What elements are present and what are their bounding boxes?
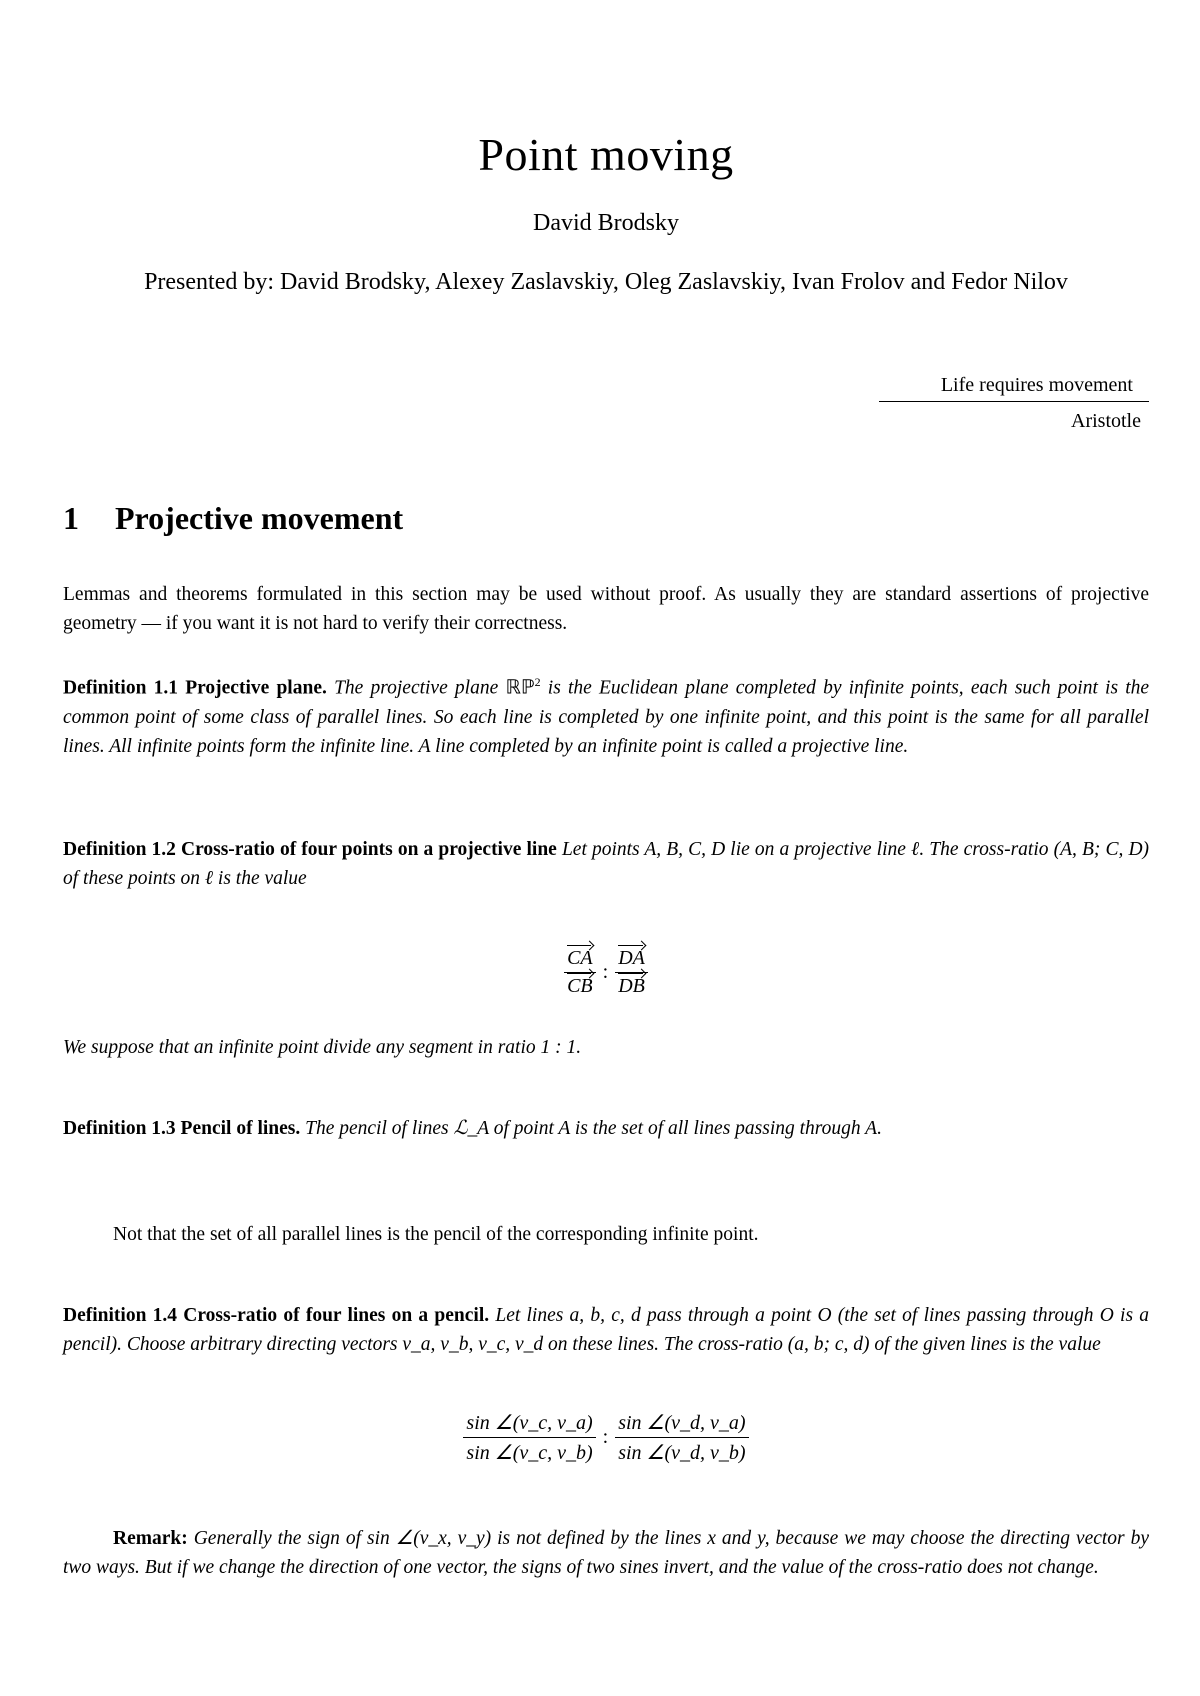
- remark-label: Remark:: [113, 1528, 188, 1549]
- section-heading: [63, 500, 403, 537]
- remark-text: Generally the sign of sin ∠(v_x, v_y) is not defined by the lines x and y, because we may choose the directing vector by two ways. But if we change the direction of one vector, the signs of two sines invert, and the value of the cross-ratio does not change.: [63, 1528, 1150, 1578]
- rp-exponent: 2: [534, 675, 541, 689]
- definition-text: The projective plane: [334, 677, 499, 699]
- fraction: [564, 947, 596, 998]
- vector-db: DB: [618, 975, 645, 997]
- epigraph-quote: Life requires movement: [879, 374, 1149, 402]
- definition-label: Definition 1.4: [63, 1305, 178, 1326]
- definition-text: Let lines a, b, c, d pass through a point O (the set of lines passing through O is a pencil). Choose arbitrary directing vectors v_a, v_b, v_c, v_d on these lines. The cross-ratio (a, b; c, d) of the given lines is the value: [63, 1305, 1150, 1355]
- denominator: sin ∠(v_d, v_b): [618, 1442, 746, 1464]
- author-name: David Brodsky: [533, 210, 679, 236]
- fraction: [463, 1410, 595, 1465]
- denominator: sin ∠(v_c, v_b): [466, 1442, 593, 1464]
- fraction: [615, 1410, 748, 1465]
- definition-title: Cross-ratio of four lines on a pencil.: [183, 1305, 490, 1326]
- presented-by: Presented by: David Brodsky, Alexey Zaslavskiy, Oleg Zaslavskiy, Ivan Frolov and Fedor Nilov: [144, 269, 1068, 295]
- ratio-separator: :: [602, 1426, 609, 1448]
- epigraph: [879, 374, 1149, 433]
- fraction: [615, 947, 648, 998]
- pencil-note: Not that the set of all parallel lines is the pencil of the corresponding infinite point.: [113, 1224, 759, 1245]
- vector-cb: CB: [567, 975, 593, 997]
- remark: [63, 1524, 1149, 1582]
- rp-symbol: ℝℙ: [505, 677, 535, 699]
- numerator: sin ∠(v_c, v_a): [463, 1410, 595, 1438]
- definition-label: Definition 1.1: [63, 677, 178, 699]
- epigraph-attribution: Aristotle: [1071, 410, 1141, 432]
- intro-paragraph: Lemmas and theorems formulated in this section may be used without proof. As usually they are standard assertions of projective geometry — if you want it is not hard to verify their correctness.: [63, 584, 1149, 634]
- numerator: sin ∠(v_d, v_a): [615, 1410, 748, 1438]
- definition-label: Definition 1.3: [63, 1118, 176, 1139]
- section-number: 1: [63, 500, 79, 536]
- ratio-separator: :: [602, 961, 609, 983]
- cross-ratio-points-formula: [63, 947, 1149, 998]
- definition-label: Definition 1.2: [63, 839, 176, 860]
- definition-title: Projective plane.: [185, 677, 327, 699]
- section-title: Projective movement: [115, 500, 404, 536]
- definition-title: Cross-ratio of four points on a projective line: [181, 839, 557, 860]
- cross-ratio-lines-formula: [63, 1410, 1149, 1465]
- definition-text: Let points A, B, C, D lie on a projective line ℓ. The cross-ratio (A, B; C, D) of these points on ℓ is the value: [63, 839, 1150, 889]
- definition-text: The pencil of lines ℒ_A of point A is the set of all lines passing through A.: [305, 1118, 882, 1139]
- definition-1-1: [63, 668, 1149, 761]
- definition-text-cont: is the Euclidean plane completed by infinite points, each such point is the common point of some class of parallel lines. So each line is completed by one infinite point, and this point is the same for all parallel lines. All infinite points form the infinite line. A line completed by an infinite point is called a projective line.: [63, 677, 1150, 757]
- vector-ca: CA: [567, 947, 593, 969]
- vector-da: DA: [618, 947, 645, 969]
- definition-title: Pencil of lines.: [180, 1118, 301, 1139]
- paper-title: Point moving: [478, 129, 734, 180]
- definition-1-3: [63, 1114, 1149, 1143]
- definition-1-4: [63, 1301, 1149, 1359]
- definition-1-2: [63, 835, 1149, 893]
- definition-1-2-note: We suppose that an infinite point divide any segment in ratio 1 : 1.: [63, 1037, 582, 1058]
